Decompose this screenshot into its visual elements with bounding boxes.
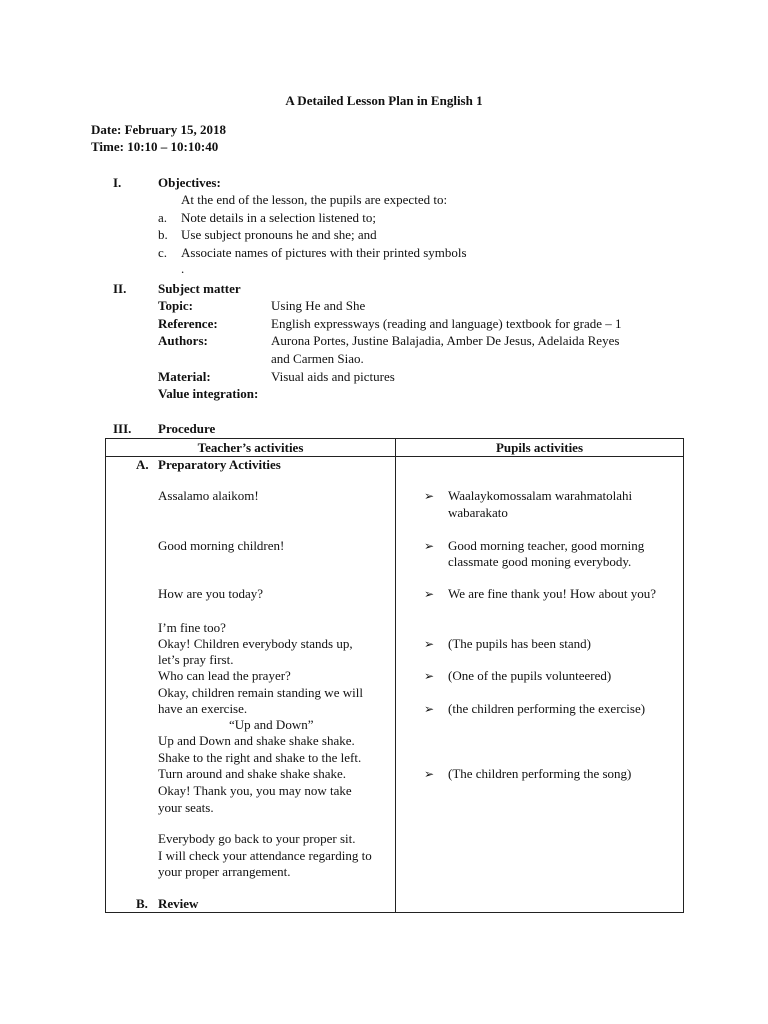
objectives-trailing-period: . xyxy=(181,261,185,276)
subject-matter-heading: Subject matter xyxy=(158,281,241,296)
teacher-line: Turn around and shake shake shake. xyxy=(158,766,346,781)
arrow-bullet-icon: ➢ xyxy=(424,669,435,683)
teacher-line: I will check your attendance regarding to xyxy=(158,848,372,863)
teacher-line: How are you today? xyxy=(158,586,264,601)
arrow-bullet-icon: ➢ xyxy=(424,489,435,503)
material-value: Visual aids and pictures xyxy=(271,369,395,384)
reference-label: Reference: xyxy=(158,316,218,331)
teacher-line: have an exercise. xyxy=(158,701,248,716)
date-line: Date: February 15, 2018 xyxy=(91,122,227,137)
teacher-line: Shake to the right and shake to the left. xyxy=(158,750,362,765)
pupil-response: Good morning teacher, good morning xyxy=(448,538,645,553)
authors-label: Authors: xyxy=(158,333,208,348)
arrow-bullet-icon: ➢ xyxy=(424,767,435,781)
topic-label: Topic: xyxy=(158,298,193,313)
pupil-response: (the children performing the exercise) xyxy=(448,701,646,716)
teacher-line: Okay, children remain standing we will xyxy=(158,685,363,700)
authors-value: Aurona Portes, Justine Balajadia, Amber De Jesus, Adelaida Reyes xyxy=(271,333,620,348)
teacher-line: Good morning children! xyxy=(158,538,285,553)
section-b-heading: Review xyxy=(158,896,199,911)
objective-item: Use subject pronouns he and she; and xyxy=(181,227,377,242)
arrow-bullet-icon: ➢ xyxy=(424,637,435,651)
pupil-response: (The children performing the song) xyxy=(448,766,632,781)
pupil-response: (One of the pupils volunteered) xyxy=(448,668,612,683)
pupil-response-continued: wabarakato xyxy=(448,505,508,520)
teacher-line: Up and Down and shake shake shake. xyxy=(158,733,355,748)
arrow-bullet-icon: ➢ xyxy=(424,702,435,716)
song-title: “Up and Down” xyxy=(229,717,314,732)
arrow-bullet-icon: ➢ xyxy=(424,587,435,601)
teacher-line: I’m fine too? xyxy=(158,620,226,635)
pupil-response-continued: classmate good moning everybody. xyxy=(448,554,632,569)
teacher-line: your seats. xyxy=(158,800,214,815)
objective-marker: a. xyxy=(158,210,168,225)
pupil-response: Waalaykomossalam warahmatolahi xyxy=(448,488,633,503)
column-divider xyxy=(395,439,396,912)
topic-value: Using He and She xyxy=(271,298,366,313)
section-a-heading: Preparatory Activities xyxy=(158,457,281,472)
authors-value-continued: and Carmen Siao. xyxy=(271,351,364,366)
teacher-line: Okay! Thank you, you may now take xyxy=(158,783,352,798)
teacher-line: your proper arrangement. xyxy=(158,864,291,879)
objectives-heading: Objectives: xyxy=(158,175,221,190)
section-numeral-objectives: I. xyxy=(113,175,122,190)
objective-item: Associate names of pictures with their printed symbols xyxy=(181,245,467,260)
objective-marker: b. xyxy=(158,227,168,242)
teacher-line: Who can lead the prayer? xyxy=(158,668,291,683)
objectives-intro: At the end of the lesson, the pupils are expected to: xyxy=(181,192,448,207)
teacher-column-header: Teacher’s activities xyxy=(197,440,304,455)
time-line: Time: 10:10 – 10:10:40 xyxy=(91,139,219,154)
section-numeral-procedure: III. xyxy=(113,421,132,436)
teacher-line: Everybody go back to your proper sit. xyxy=(158,831,356,846)
pupil-response: (The pupils has been stand) xyxy=(448,636,591,651)
section-b-marker: B. xyxy=(136,896,148,911)
objective-marker: c. xyxy=(158,245,168,260)
material-label: Material: xyxy=(158,369,211,384)
pupils-column-header: Pupils activities xyxy=(495,440,584,455)
value-integration-label: Value integration: xyxy=(158,386,259,401)
section-numeral-subject-matter: II. xyxy=(113,281,127,296)
teacher-line: let’s pray first. xyxy=(158,652,234,667)
objective-item: Note details in a selection listened to; xyxy=(181,210,376,225)
procedure-heading: Procedure xyxy=(158,421,216,436)
document-title: A Detailed Lesson Plan in English 1 xyxy=(285,93,483,108)
reference-value: English expressways (reading and language) textbook for grade – 1 xyxy=(271,316,622,331)
teacher-line: Assalamo alaikom! xyxy=(158,488,259,503)
section-a-marker: A. xyxy=(136,457,149,472)
arrow-bullet-icon: ➢ xyxy=(424,539,435,553)
teacher-line: Okay! Children everybody stands up, xyxy=(158,636,353,651)
pupil-response: We are fine thank you! How about you? xyxy=(448,586,656,601)
procedure-table xyxy=(105,438,684,913)
